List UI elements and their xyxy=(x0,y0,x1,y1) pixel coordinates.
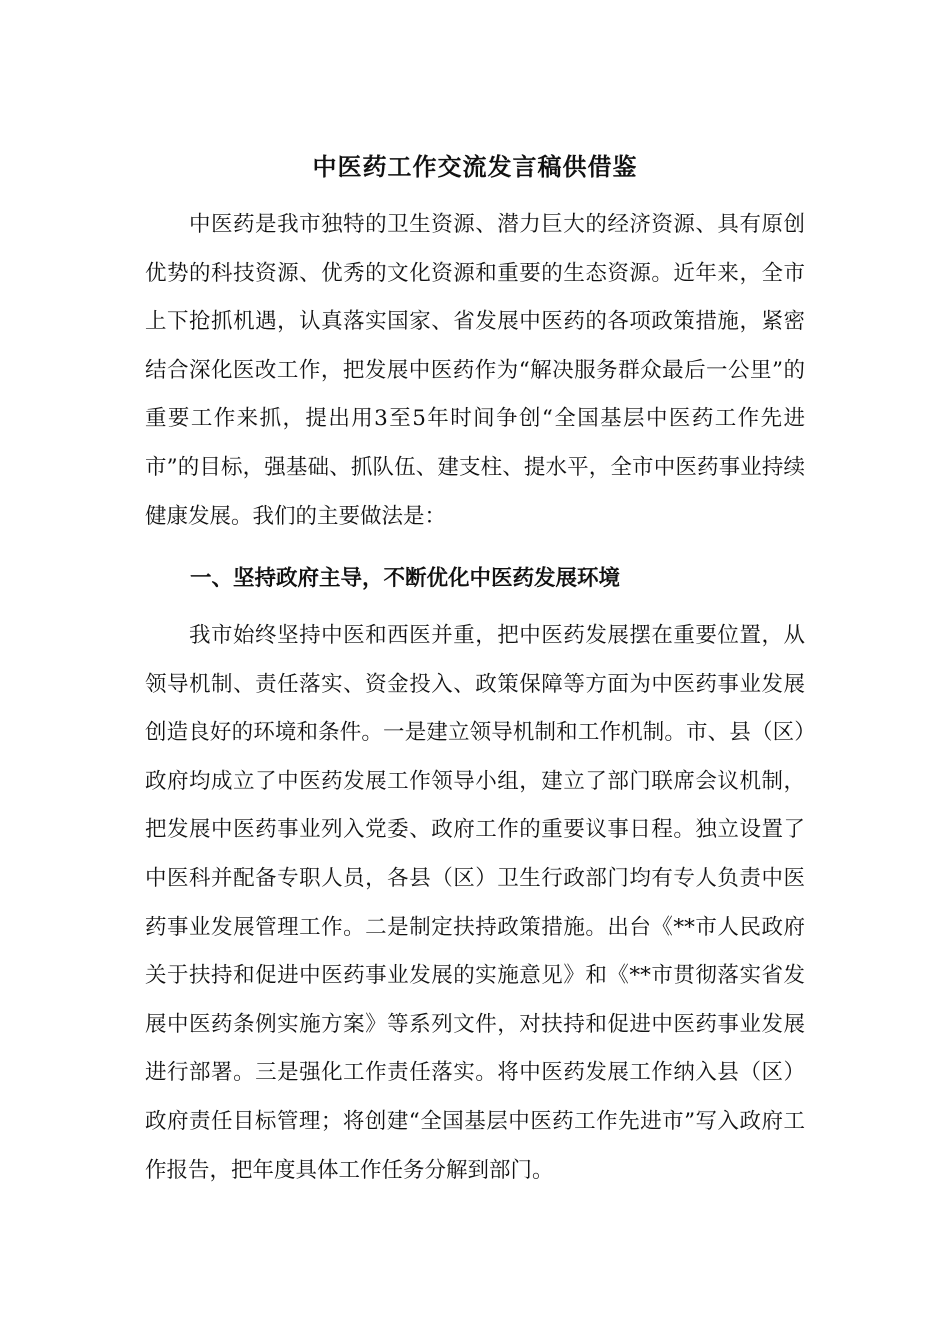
body-paragraph: 我市始终坚持中医和西医并重，把中医药发展摆在重要位置，从领导机制、责任落实、资金投入、政策保障等方面为中医药事业发展创造良好的环境和条件。一是建立领导机制和工作机制。市、县（区）政府均成立了中医药发展工作领导小组，建立了部门联席会议机制，把发展中医药事业列入党委、政府工作的重要议事日程。独立设置了中医科并配备专职人员，各县（区）卫生行政部门均有专人负责中医药事业发展管理工作。二是制定扶持政策措施。出台《**市人民政府关于扶持和促进中医药事业发展的实施意见》和《**市贯彻落实省发展中医药条例实施方案》等系列文件，对扶持和促进中医药事业发展进行部署。三是强化工作责任落实。将中医药发展工作纳入县（区）政府责任目标管理；将创建“全国基层中医药工作先进市”写入政府工作报告，把年度具体工作任务分解到部门。 xyxy=(145,623,805,1183)
section-heading: 一、坚持政府主导，不断优化中医药发展环境 xyxy=(190,566,621,591)
document-title: 中医药工作交流发言稿供借鉴 xyxy=(312,152,638,181)
intro-paragraph: 中医药是我市独特的卫生资源、潜力巨大的经济资源、具有原创优势的科技资源、优秀的文化资源和重要的生态资源。近年来，全市上下抢抓机遇，认真落实国家、省发展中医药的各项政策措施，紧密结合深化医改工作，把发展中医药作为“解决服务群众最后一公里”的重要工作来抓，提出用3至5年时间争创“全国基层中医药工作先进市”的目标，强基础、抓队伍、建支柱、提水平，全市中医药事业持续健康发展。我们的主要做法是： xyxy=(145,212,805,529)
